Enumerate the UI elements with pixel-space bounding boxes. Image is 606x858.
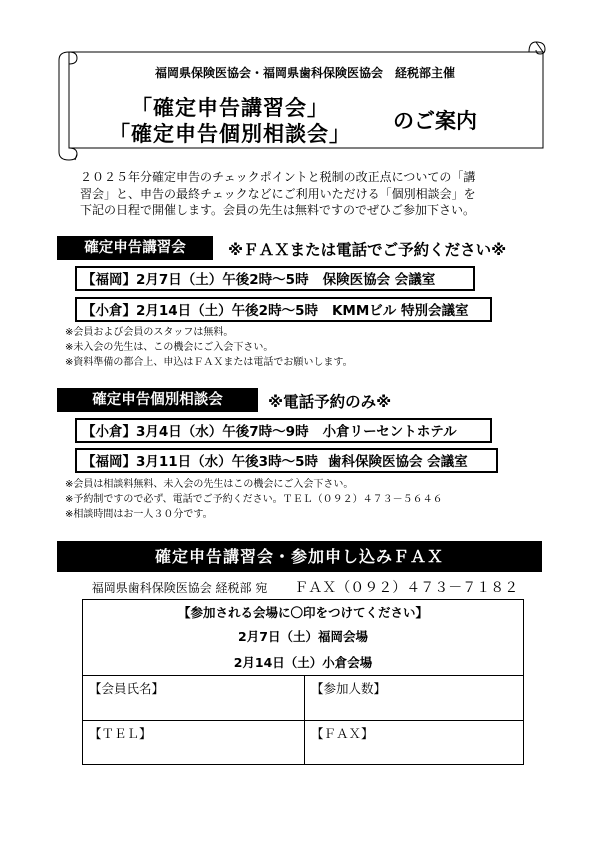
session-city: 【小倉】: [82, 424, 136, 440]
form-divider: [83, 675, 523, 676]
note-line: ※相談時間はお一人３０分です。: [65, 509, 213, 520]
note-line: ※会員は相談料無料、未入会の先生はこの機会にご入会下さい。: [65, 479, 354, 490]
lecture-section-tab: 確定申告講習会: [57, 236, 213, 260]
intro-line: 下記の日程で開催します。会員の先生は無料ですのでぜひご参加下さい。: [80, 203, 476, 217]
consult-notes: [65, 477, 443, 522]
organizers-line: 福岡県保険医協会・福岡県歯科保険医協会 経税部主催: [154, 66, 455, 80]
session-venue: 保険医協会 会議室: [322, 272, 436, 288]
lecture-session-kokura: [75, 297, 492, 322]
fax-form-title: 確定申告講習会・参加申し込みＦＡＸ: [57, 541, 542, 572]
consult-section-tab: 確定申告個別相談会: [57, 388, 258, 412]
form-divider: [83, 720, 523, 721]
intro-line: 習会」と、申告の最終チェックなどにご利用いただける「個別相談会」を: [80, 186, 476, 201]
attendees-field[interactable]: 【参加人数】: [311, 681, 387, 696]
session-city: 【福岡】: [82, 272, 136, 288]
form-divider: [304, 675, 305, 764]
session-datetime: 2月14日（土）午後2時～5時: [136, 303, 318, 319]
lecture-notes: [65, 325, 353, 370]
application-form: [82, 599, 524, 765]
intro-paragraph: [80, 169, 530, 219]
fax-recipient: 福岡県歯科保険医協会 経税部 宛: [91, 581, 268, 595]
session-venue: KMMビル 特別会議室: [331, 303, 469, 319]
session-datetime: 3月4日（水）午後7時～9時: [136, 424, 309, 440]
lecture-reservation-note: ※ＦＡＸまたは電話でご予約ください※: [228, 241, 507, 259]
session-datetime: 2月7日（土）午後2時～5時: [136, 272, 309, 288]
consult-session-fukuoka: [75, 448, 498, 473]
note-line: ※会員および会員のスタッフは無料。: [65, 327, 234, 338]
session-city: 【小倉】: [82, 303, 136, 319]
title-lecture: 「確定申告講習会」: [131, 96, 329, 120]
fax-number: ＦＡＸ（０９２）４７３－７１８２: [294, 580, 519, 596]
lecture-session-fukuoka: [75, 266, 475, 291]
session-venue: 小倉リーセントホテル: [322, 424, 457, 440]
fax-field[interactable]: 【ＦＡＸ】: [311, 726, 374, 741]
venue-option-fukuoka[interactable]: 2月7日（土）福岡会場: [238, 629, 368, 644]
session-datetime: 3月11日（水）午後3時～5時: [136, 454, 318, 470]
title-suffix: のご案内: [393, 109, 477, 133]
note-line: ※未入会の先生は、この機会にご入会下さい。: [65, 342, 274, 353]
intro-line: ２０２５年分確定申告のチェックポイントと税制の改正点についての「講: [80, 170, 476, 184]
note-line: ※予約制ですので必ず、電話でご予約ください。ＴＥＬ（０９２）４７３－５６４６: [65, 494, 443, 505]
fax-recipient-line: [70, 577, 540, 597]
session-city: 【福岡】: [82, 454, 136, 470]
member-name-field[interactable]: 【会員氏名】: [89, 681, 165, 696]
title-consultation: 「確定申告個別相談会」: [109, 122, 351, 146]
consult-reservation-note: ※電話予約のみ※: [268, 393, 392, 411]
note-line: ※資料準備の都合上、申込はＦＡＸまたは電話でお願いします。: [65, 357, 353, 368]
consult-session-kokura: [75, 418, 492, 443]
venue-instruction: 【参加される会場に〇印をつけてください】: [177, 605, 428, 620]
session-venue: 歯科保険医協会 会議室: [327, 454, 468, 470]
venue-option-kokura[interactable]: 2月14日（土）小倉会場: [233, 655, 373, 670]
tel-field[interactable]: 【ＴＥＬ】: [89, 726, 152, 741]
